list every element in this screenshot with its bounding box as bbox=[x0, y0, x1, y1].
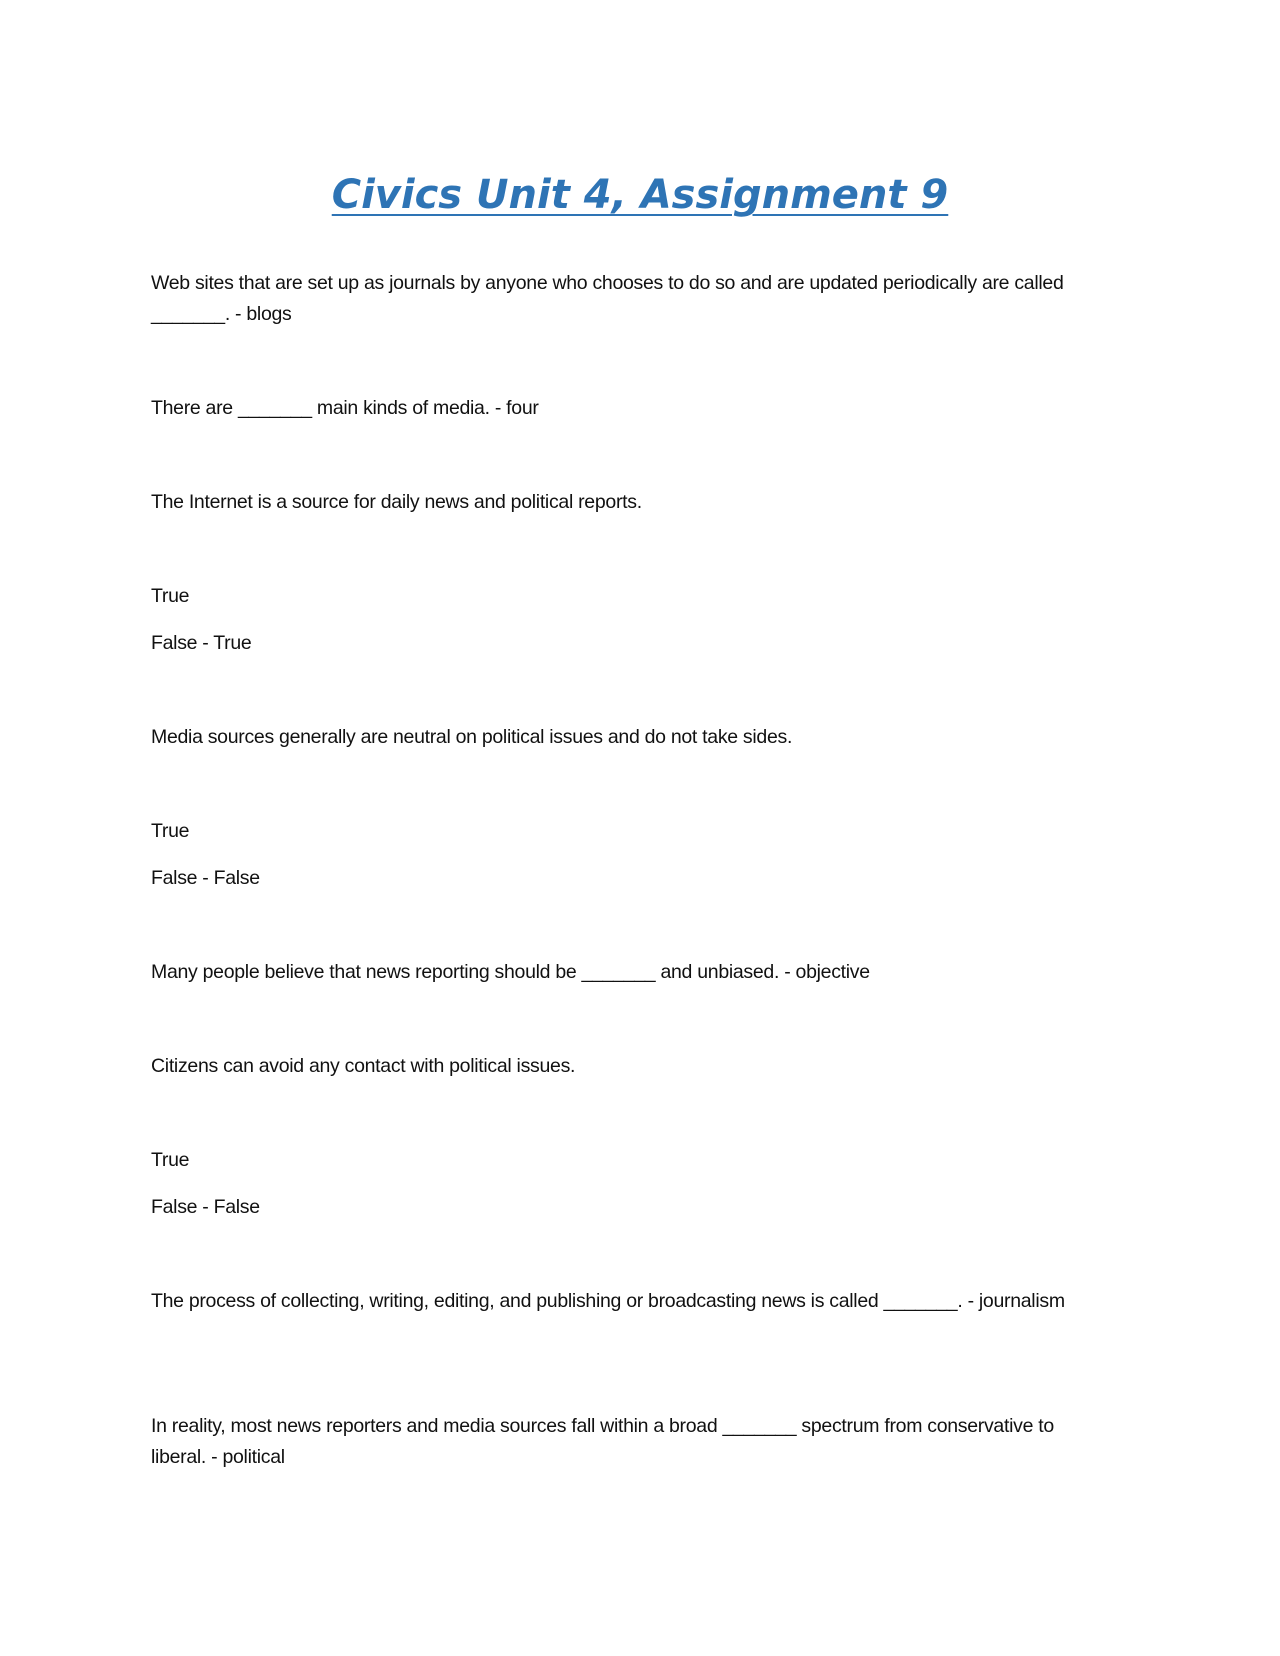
option-true: True bbox=[151, 820, 190, 842]
question-media-kinds: There are _______ main kinds of media. - four bbox=[151, 397, 539, 419]
option-false-answer: False - True bbox=[151, 632, 252, 654]
question-blogs: Web sites that are set up as journals by anyone who chooses to do so and are updated periodically are called _______. - blogs bbox=[151, 272, 1064, 325]
question-media-neutral: Media sources generally are neutral on political issues and do not take sides. bbox=[151, 726, 793, 748]
option-true: True bbox=[151, 1149, 190, 1171]
option-false-answer: False - False bbox=[151, 1196, 260, 1218]
document-title: Civics Unit 4, Assignment 9 bbox=[331, 172, 949, 218]
question-objective: Many people believe that news reporting should be _______ and unbiased. - objective bbox=[151, 961, 870, 983]
question-citizens-avoid: Citizens can avoid any contact with political issues. bbox=[151, 1055, 576, 1077]
question-journalism: The process of collecting, writing, editing, and publishing or broadcasting news is called _______. - journalism bbox=[151, 1290, 1065, 1312]
question-internet-source: The Internet is a source for daily news and political reports. bbox=[151, 491, 642, 513]
option-false-answer: False - False bbox=[151, 867, 260, 889]
option-true: True bbox=[151, 585, 190, 607]
question-political-spectrum: In reality, most news reporters and media sources fall within a broad _______ spectrum from conservative to liberal. - political bbox=[151, 1415, 1054, 1468]
